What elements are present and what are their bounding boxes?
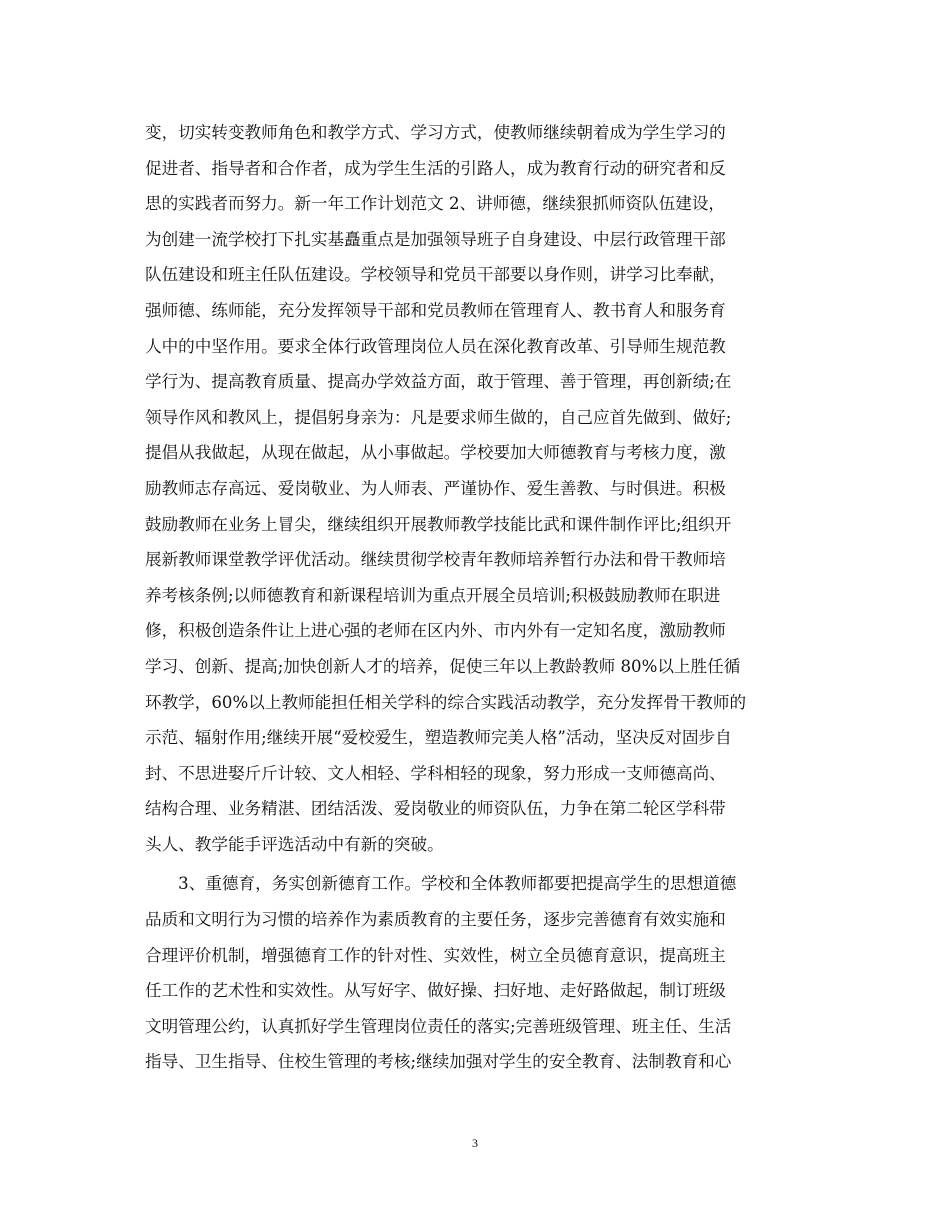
text-line: 变，切实转变教师角色和教学方式、学习方式，使教师继续朝着成为学生学习的 <box>145 123 726 142</box>
text-line: 头人、教学能手评选活动中有新的突破。 <box>145 834 444 854</box>
text-line: 鼓励教师在业务上冒尖，继续组织开展教师教学技能比武和课件制作评比;组织开 <box>145 514 732 534</box>
text-line: 文明管理公约，认真抓好学生管理岗位责任的落实;完善班级管理、班主任、生活 <box>145 1016 732 1036</box>
text-line: 指导、卫生指导、住校生管理的考核;继续加强对学生的安全教育、法制教育和心 <box>145 1052 732 1072</box>
text-line: 强师德、练师能，充分发挥领导干部和党员教师在管理育人、教书育人和服务育 <box>145 300 726 320</box>
text-line: 提倡从我做起，从现在做起，从小事做起。学校要加大师德教育与考核力度，激 <box>145 443 726 463</box>
page-number: 3 <box>472 1136 478 1150</box>
text-line: 任工作的艺术性和实效性。从写好字、做好操、扫好地、走好路做起，制订班级 <box>145 981 726 1001</box>
text-line: 封、不思进娶斤斤计较、文人相轻、学科相轻的现象，努力形成一支师德高尚、 <box>145 763 726 783</box>
text-line: 领导作风和教风上，提倡躬身亲为：凡是要求师生做的，自己应首先做到、做好; <box>145 407 732 427</box>
text-line: 思的实践者而努力。新一年工作计划范文 2、讲师德，继续狠抓师资队伍建设， <box>145 194 726 214</box>
text-line: 环教学，60%以上教师能担任相关学科的综合实践活动教学，充分发挥骨干教师的 <box>145 692 747 712</box>
text-line: 励教师志存高远、爱岗敬业、为人师表、严谨协作、爱生善教、与时俱进。积极 <box>145 478 726 498</box>
text-line: 品质和文明行为习惯的培养作为素质教育的主要任务，逐步完善德育有效实施和 <box>145 910 726 930</box>
text-line: 养考核条例;以师德教育和新课程培训为重点开展全员培训;积极鼓励教师在职进 <box>145 585 721 605</box>
text-line: 合理评价机制，增强德育工作的针对性、实效性，树立全员德育意识，提高班主 <box>145 945 726 965</box>
body-text <box>145 115 825 1080</box>
text-line: 学行为、提高教育质量、提高办学效益方面，敢于管理、善于管理，再创新绩;在 <box>145 372 732 392</box>
paragraph-start-line: 3、重德育，务实创新德育工作。学校和全体教师都要把提高学生的思想道德 <box>145 874 737 894</box>
text-line: 展新教师课堂教学评优活动。继续贯彻学校青年教师培养暂行办法和骨干教师培 <box>145 550 726 570</box>
text-line: 人中的中坚作用。要求全体行政管理岗位人员在深化教育改革、引导师生规范教 <box>145 336 726 356</box>
text-line: 为创建一流学校打下扎实基矗重点是加强领导班子自身建设、中层行政管理干部 <box>145 229 726 249</box>
text-line: 促进者、指导者和合作者，成为学生生活的引路人，成为教育行动的研究者和反 <box>145 158 726 178</box>
text-line: 修，积极创造条件让上进心强的老师在区内外、市内外有一定知名度，激励教师 <box>145 621 726 641</box>
text-line: 示范、辐射作用;继续开展“爱校爱生，塑造教师完美人格”活动，坚决反对固步自 <box>145 728 732 748</box>
text-line: 学习、创新、提高;加快创新人才的培养，促使三年以上教龄教师 80%以上胜任循 <box>145 656 741 676</box>
text-line: 结构合理、业务精湛、团结活泼、爱岗敬业的师资队伍，力争在第二轮区学科带 <box>145 799 726 819</box>
text-line: 队伍建设和班主任队伍建设。学校领导和党员干部要以身作则，讲学习比奉献， <box>145 265 726 285</box>
